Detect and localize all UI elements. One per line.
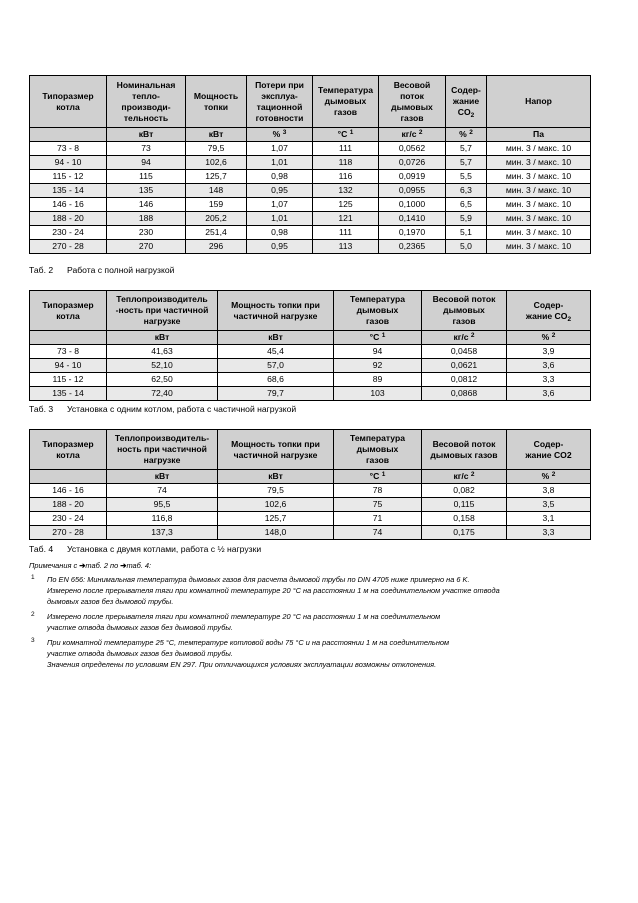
table-single-boiler (29, 290, 591, 401)
col-header-nominal-output: Номинальная тепло- производи- тельность (107, 76, 186, 128)
table-cell: 73 (107, 142, 186, 156)
table-cell: 73 - 8 (30, 142, 107, 156)
table-row (30, 512, 591, 526)
table-cell: 62,50 (107, 373, 218, 387)
unit-cell: кг/с $^2$ (422, 331, 507, 345)
table-cell: 0,082 (422, 484, 507, 498)
table-cell: 205,2 (186, 212, 247, 226)
unit-cell: кВт (218, 331, 334, 345)
table-row (30, 170, 591, 184)
table-cell: 0,158 (422, 512, 507, 526)
table-cell: 57,0 (218, 359, 334, 373)
arrow-icon: ➔ (120, 561, 127, 570)
table-cell: 121 (313, 212, 379, 226)
table-cell: 72,40 (107, 387, 218, 401)
table-row (30, 142, 591, 156)
table-cell: 94 (107, 156, 186, 170)
col-header-flue-temp: Температура дымовых газов (334, 291, 422, 331)
table-cell: 115 (107, 170, 186, 184)
table-cell: 111 (313, 226, 379, 240)
table-full-load (29, 75, 591, 254)
table-cell: 0,0955 (379, 184, 446, 198)
unit-cell: кг/с $^2$ (379, 128, 446, 142)
unit-cell: кВт (107, 331, 218, 345)
table-row (30, 212, 591, 226)
table-cell: 75 (334, 498, 422, 512)
table-cell: 3,1 (507, 512, 591, 526)
col-header-flue-temp: Температура дымовых газов (313, 76, 379, 128)
table-cell: мин. 3 / макс. 10 (487, 226, 591, 240)
table-cell: 118 (313, 156, 379, 170)
col-header-flue-temp: Температура дымовых газов (334, 430, 422, 470)
unit-cell: °C $^1$ (334, 470, 422, 484)
table-two-boilers (29, 429, 591, 540)
table-cell: 125,7 (186, 170, 247, 184)
table-cell: 1,01 (247, 212, 313, 226)
table-cell: 71 (334, 512, 422, 526)
table-cell: 79,5 (186, 142, 247, 156)
table-cell: 0,2365 (379, 240, 446, 254)
table-cell: 5,5 (446, 170, 487, 184)
col-header-partial-output: Теплопроизводитель- ность при частичной нагрузке (107, 430, 218, 470)
table-cell: 251,4 (186, 226, 247, 240)
table-cell: мин. 3 / макс. 10 (487, 240, 591, 254)
unit-cell: кВт (107, 470, 218, 484)
table-cell: 113 (313, 240, 379, 254)
table-cell: 230 (107, 226, 186, 240)
table-cell: 148,0 (218, 526, 334, 540)
table-cell: 270 (107, 240, 186, 254)
table-cell: 3,6 (507, 387, 591, 401)
table-cell: мин. 3 / макс. 10 (487, 170, 591, 184)
table-row (30, 387, 591, 401)
table-cell: 0,0868 (422, 387, 507, 401)
table-cell: 137,3 (107, 526, 218, 540)
table-cell: 146 (107, 198, 186, 212)
table-row (30, 498, 591, 512)
table-cell: 132 (313, 184, 379, 198)
notes-heading: Примечания с ➔таб. 2 по ➔таб. 4: (29, 561, 152, 570)
col-header-partial-output: Теплопроизводитель -ность при частичной нагрузке (107, 291, 218, 331)
arrow-icon: ➔ (79, 561, 86, 570)
table-cell: 0,0562 (379, 142, 446, 156)
unit-cell: Па (487, 128, 591, 142)
table-cell: 79,7 (218, 387, 334, 401)
col-header-co2: Содер- жание $CO_2$ (446, 76, 487, 128)
table-cell: 125 (313, 198, 379, 212)
table-row (30, 198, 591, 212)
col-header-firing-power: Мощность топки (186, 76, 247, 128)
unit-cell: кВт (186, 128, 247, 142)
unit-cell: °C $^1$ (334, 331, 422, 345)
col-header-size: Типоразмер котла (30, 76, 107, 128)
table-cell: 5,1 (446, 226, 487, 240)
table-cell: 0,1410 (379, 212, 446, 226)
table-row (30, 373, 591, 387)
table-cell: 146 - 16 (30, 484, 107, 498)
table-cell: 1,01 (247, 156, 313, 170)
table-cell: 148 (186, 184, 247, 198)
table-cell: 3,5 (507, 498, 591, 512)
table-cell: 5,9 (446, 212, 487, 226)
table-cell: 1,07 (247, 198, 313, 212)
table-cell: 230 - 24 (30, 512, 107, 526)
table-cell: 3,9 (507, 345, 591, 359)
unit-cell: % $^3$ (247, 128, 313, 142)
table-cell: 188 - 20 (30, 498, 107, 512)
table-cell: 102,6 (218, 498, 334, 512)
table-cell: 188 - 20 (30, 212, 107, 226)
table-cell: 188 (107, 212, 186, 226)
table-cell: 6,3 (446, 184, 487, 198)
table-cell: 0,0919 (379, 170, 446, 184)
table-cell: 5,7 (446, 156, 487, 170)
table-cell: 115 - 12 (30, 170, 107, 184)
table-cell: 94 - 10 (30, 359, 107, 373)
unit-cell: кг/с $^2$ (422, 470, 507, 484)
table-cell: 0,98 (247, 226, 313, 240)
table-cell: 41,63 (107, 345, 218, 359)
table-cell: 116 (313, 170, 379, 184)
table-cell: мин. 3 / макс. 10 (487, 142, 591, 156)
footnotes (29, 560, 599, 674)
col-header-standby-losses: Потери при эксплуа- тационной готовности (247, 76, 313, 128)
table-cell: 296 (186, 240, 247, 254)
table-cell: 68,6 (218, 373, 334, 387)
table-cell: 3,6 (507, 359, 591, 373)
unit-cell: % $^2$ (507, 331, 591, 345)
table-cell: 3,8 (507, 484, 591, 498)
table-row (30, 484, 591, 498)
table-cell: 3,3 (507, 526, 591, 540)
col-header-partial-firing-power: Мощность топки при частичной нагрузке (218, 430, 334, 470)
table-cell: 0,95 (247, 240, 313, 254)
table-cell: мин. 3 / макс. 10 (487, 156, 591, 170)
table-cell: 230 - 24 (30, 226, 107, 240)
table-cell: 5,0 (446, 240, 487, 254)
table-cell: мин. 3 / макс. 10 (487, 184, 591, 198)
footnote: 2 Измерено после прерывателя тяги при комнатной температуре 20 °C на расстоянии 1 м на соединительном участке отвода дымовых газов без дымовой трубы. (31, 611, 441, 632)
table-caption: Таб. 4 Установка с двумя котлами, работа с ½ нагрузки (29, 544, 262, 554)
table-cell: 74 (107, 484, 218, 498)
table-header-row (30, 76, 591, 128)
footnote: 1 По EN 656: Минимальная температура дымовых газов для расчета дымовой трубы по DIN 4705 ниже примерно на 6 K. Измерено после прерывателя тяги при комнатной температуре 20 °C на расстоянии 1 м на соединительном участке отвода дымовых газов без дымовой трубы. (31, 574, 500, 606)
col-header-size: Типоразмер котла (30, 291, 107, 331)
table-cell: 270 - 28 (30, 240, 107, 254)
table-caption: Таб. 3 Установка с одним котлом, работа с частичной нагрузкой (29, 404, 297, 414)
table-cell: 102,6 (186, 156, 247, 170)
table-cell: 0,98 (247, 170, 313, 184)
table-cell: мин. 3 / макс. 10 (487, 212, 591, 226)
table-cell: 125,7 (218, 512, 334, 526)
table-cell: 5,7 (446, 142, 487, 156)
table-row (30, 240, 591, 254)
col-header-size: Типоразмер котла (30, 430, 107, 470)
table-cell: 6,5 (446, 198, 487, 212)
col-header-draught: Напор (487, 76, 591, 128)
units-row (30, 331, 591, 345)
table-cell: 0,115 (422, 498, 507, 512)
table-cell: 0,95 (247, 184, 313, 198)
table-row (30, 184, 591, 198)
col-header-co2: Содер- жание CO2 (507, 430, 591, 470)
table-cell: 78 (334, 484, 422, 498)
table-cell: 135 (107, 184, 186, 198)
table-cell: 73 - 8 (30, 345, 107, 359)
units-row (30, 128, 591, 142)
table-cell: 159 (186, 198, 247, 212)
table-cell: 0,0458 (422, 345, 507, 359)
table-cell: 94 - 10 (30, 156, 107, 170)
table-row (30, 156, 591, 170)
col-header-mass-flow: Весовой поток дымовых газов (422, 430, 507, 470)
table-cell: 135 - 14 (30, 387, 107, 401)
table-row (30, 359, 591, 373)
unit-cell: °C $^1$ (313, 128, 379, 142)
table-cell: 92 (334, 359, 422, 373)
unit-cell: кВт (218, 470, 334, 484)
table-caption: Таб. 2 Работа с полной нагрузкой (29, 265, 175, 275)
table-row (30, 226, 591, 240)
table-cell: 0,0812 (422, 373, 507, 387)
col-header-co2: Содер- жание $CO_2$ (507, 291, 591, 331)
table-cell: 0,1970 (379, 226, 446, 240)
table-cell: 0,0726 (379, 156, 446, 170)
table-cell: 3,3 (507, 373, 591, 387)
col-header-partial-firing-power: Мощность топки при частичной нагрузке (218, 291, 334, 331)
table-cell: 52,10 (107, 359, 218, 373)
table-cell: 116,8 (107, 512, 218, 526)
units-row (30, 470, 591, 484)
table-cell: 89 (334, 373, 422, 387)
unit-cell (30, 128, 107, 142)
table-cell: 115 - 12 (30, 373, 107, 387)
table-header-row (30, 291, 591, 331)
table-cell: 103 (334, 387, 422, 401)
table-cell: 95,5 (107, 498, 218, 512)
table-cell: 1,07 (247, 142, 313, 156)
table-cell: 270 - 28 (30, 526, 107, 540)
unit-cell: % $^2$ (507, 470, 591, 484)
table-cell: 0,175 (422, 526, 507, 540)
table-cell: 0,0621 (422, 359, 507, 373)
table-cell: 135 - 14 (30, 184, 107, 198)
unit-cell: кВт (107, 128, 186, 142)
table-row (30, 526, 591, 540)
table-header-row (30, 430, 591, 470)
unit-cell (30, 331, 107, 345)
table-cell: 79,5 (218, 484, 334, 498)
col-header-mass-flow: Весовой поток дымовых газов (379, 76, 446, 128)
footnote: 3 При комнатной температуре 25 °C, температуре котловой воды 75 °C и на расстоянии 1 м на соединительном участке отвода дымовых газов без дымовой трубы. Значения определены по условиям EN 297. При отличающихся условиях эксплуатации возможны отклонения. (31, 637, 450, 669)
table-cell: 74 (334, 526, 422, 540)
unit-cell (30, 470, 107, 484)
table-cell: мин. 3 / макс. 10 (487, 198, 591, 212)
table-cell: 94 (334, 345, 422, 359)
table-cell: 45,4 (218, 345, 334, 359)
col-header-mass-flow: Весовой поток дымовых газов (422, 291, 507, 331)
table-cell: 111 (313, 142, 379, 156)
table-cell: 0,1000 (379, 198, 446, 212)
table-row (30, 345, 591, 359)
table-cell: 146 - 16 (30, 198, 107, 212)
unit-cell: % $^2$ (446, 128, 487, 142)
